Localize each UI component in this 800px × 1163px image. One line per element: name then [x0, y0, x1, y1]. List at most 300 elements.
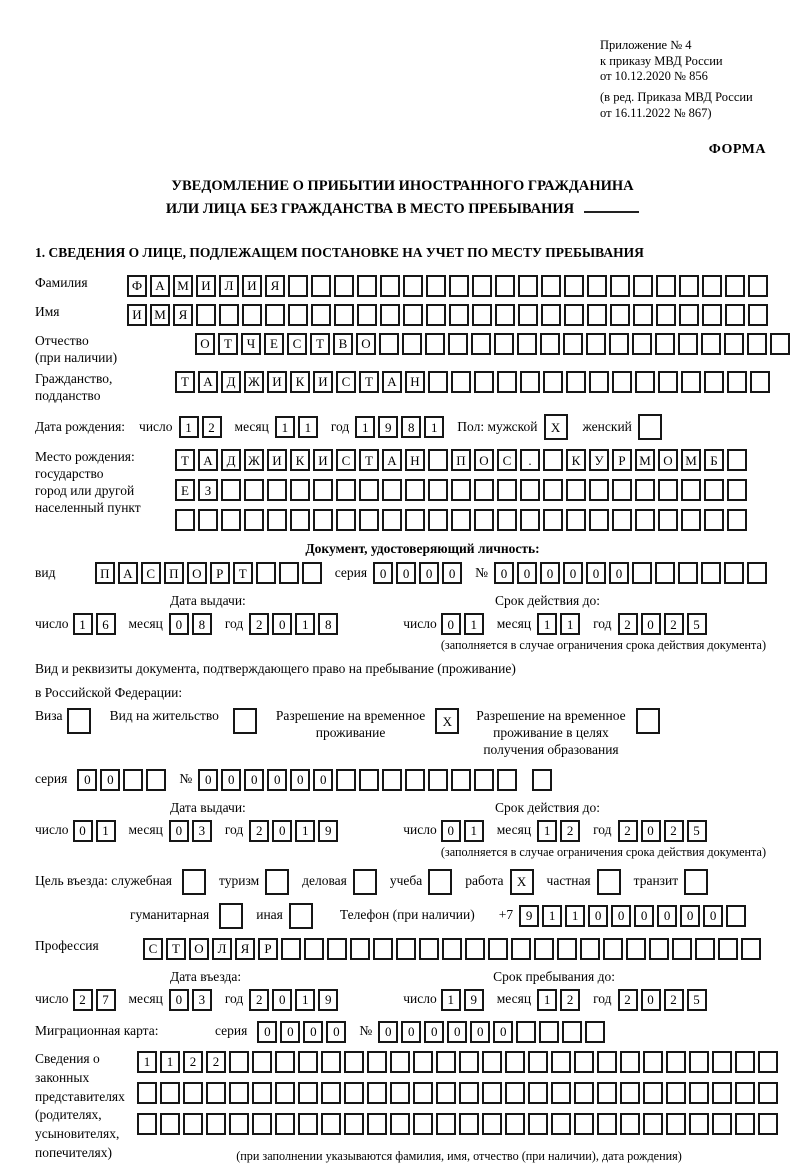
form-cell — [518, 275, 538, 297]
form-cell — [747, 562, 767, 584]
purpose-study-checkbox — [428, 869, 455, 895]
form-cell — [304, 938, 324, 960]
form-cell: 0 — [244, 769, 264, 791]
form-cell — [681, 509, 701, 531]
form-cell: 0 — [73, 820, 93, 842]
form-cell — [612, 371, 632, 393]
form-cell — [275, 1113, 295, 1135]
form-cell: 2 — [249, 989, 269, 1011]
issue-year-cells — [249, 613, 341, 635]
res-issue-month-cells — [169, 820, 215, 842]
form-cell — [597, 1113, 617, 1135]
month-label: месяц — [496, 822, 532, 838]
birthplace-row3-cells — [175, 509, 750, 531]
form-cell — [505, 1051, 525, 1073]
appendix-line: Приложение № 4 — [600, 38, 692, 52]
form-cell: Р — [258, 938, 278, 960]
form-cell — [585, 1021, 605, 1043]
form-cell: 0 — [401, 1021, 421, 1043]
form-cell: Т — [218, 333, 238, 355]
form-cell: 2 — [202, 416, 222, 438]
form-cell — [563, 333, 583, 355]
form-cell — [367, 1082, 387, 1104]
residence-seriya-cells — [77, 769, 169, 791]
form-cell: 2 — [206, 1051, 226, 1073]
form-cell: Ж — [244, 449, 264, 471]
form-cell: А — [118, 562, 138, 584]
title-blank-underline — [584, 211, 639, 213]
year-label: год — [224, 991, 244, 1007]
residence-doc-options — [35, 708, 770, 759]
form-cell: 1 — [542, 905, 562, 927]
form-cell — [334, 275, 354, 297]
form-cell: 9 — [378, 416, 398, 438]
purpose-work-checkbox — [510, 869, 537, 895]
form-cell — [541, 304, 561, 326]
form-cell — [373, 938, 393, 960]
form-cell — [311, 304, 331, 326]
form-cell: 0 — [272, 820, 292, 842]
form-cell: 0 — [100, 769, 120, 791]
form-cell — [451, 509, 471, 531]
form-cell — [750, 371, 770, 393]
form-cell: 0 — [588, 905, 608, 927]
form-cell — [494, 333, 514, 355]
form-cell: 2 — [183, 1051, 203, 1073]
form-cell — [701, 562, 721, 584]
form-cell — [580, 938, 600, 960]
form-cell — [597, 1082, 617, 1104]
form-cell — [520, 371, 540, 393]
form-cell: М — [150, 304, 170, 326]
form-cell: 1 — [441, 989, 461, 1011]
form-cell: И — [127, 304, 147, 326]
form-cell — [350, 938, 370, 960]
form-cell — [520, 509, 540, 531]
form-cell — [727, 509, 747, 531]
num-label: № — [475, 564, 488, 580]
form-cell — [390, 1051, 410, 1073]
form-cell: 2 — [249, 613, 269, 635]
form-cell: 1 — [96, 820, 116, 842]
form-cell: Ф — [127, 275, 147, 297]
form-cell — [635, 371, 655, 393]
form-cell — [449, 304, 469, 326]
form-cell: 0 — [609, 562, 629, 584]
form-cell — [206, 1113, 226, 1135]
form-cell — [702, 275, 722, 297]
form-cell — [620, 1113, 640, 1135]
form-cell: 5 — [687, 820, 707, 842]
gender-female-label: женский — [582, 418, 632, 434]
form-cell — [497, 769, 517, 791]
form-cell — [474, 479, 494, 501]
purpose-transit-label: транзит — [633, 873, 679, 889]
form-cell — [428, 869, 452, 895]
form-cell: Я — [235, 938, 255, 960]
form-cell — [551, 1082, 571, 1104]
form-cell — [474, 371, 494, 393]
form-cell — [612, 479, 632, 501]
form-cell — [748, 275, 768, 297]
form-cell — [428, 509, 448, 531]
form-cell — [403, 275, 423, 297]
givenname-cells — [127, 304, 771, 326]
phone-label: Телефон (при наличии) — [339, 907, 475, 923]
form-cell — [626, 938, 646, 960]
year-label: год — [224, 822, 244, 838]
form-cell — [474, 509, 494, 531]
form-cell — [620, 1051, 640, 1073]
form-cell: Н — [405, 371, 425, 393]
purpose-official-checkbox — [182, 869, 209, 895]
form-cell — [666, 1051, 686, 1073]
issue-month-cells — [169, 613, 215, 635]
form-cell — [632, 333, 652, 355]
form-cell: О — [187, 562, 207, 584]
form-cell: . — [520, 449, 540, 471]
citizenship-cells — [175, 371, 773, 393]
form-cell — [482, 1113, 502, 1135]
form-cell: 2 — [560, 820, 580, 842]
form-cell — [137, 1082, 157, 1104]
form-cell — [298, 1051, 318, 1073]
form-cell: О — [474, 449, 494, 471]
seriya-label: серия — [334, 564, 368, 580]
form-cell: 0 — [77, 769, 97, 791]
form-cell: 1 — [537, 820, 557, 842]
form-cell: 0 — [378, 1021, 398, 1043]
form-cell — [635, 509, 655, 531]
form-cell — [609, 333, 629, 355]
purpose-study-label: учеба — [389, 873, 423, 889]
form-cell: 2 — [664, 820, 684, 842]
form-cell — [633, 304, 653, 326]
form-cell — [497, 479, 517, 501]
purpose-other-label: иная — [256, 907, 283, 923]
valid-until-label: Срок действия до: — [495, 593, 600, 609]
form-cell — [679, 304, 699, 326]
form-cell — [712, 1051, 732, 1073]
form-cell — [574, 1113, 594, 1135]
form-cell — [689, 1113, 709, 1135]
form-cell — [681, 371, 701, 393]
form-cell: С — [141, 562, 161, 584]
form-cell: О — [195, 333, 215, 355]
visa-option: Виза — [35, 708, 94, 734]
form-cell — [574, 1082, 594, 1104]
form-cell: 0 — [563, 562, 583, 584]
identity-doc-heading: Документ, удостоверяющий личность: — [305, 541, 540, 557]
form-cell — [689, 1051, 709, 1073]
form-cell — [321, 1113, 341, 1135]
form-cell — [655, 333, 675, 355]
stay-until-label: Срок пребывания до: — [493, 968, 615, 984]
form-cell — [288, 304, 308, 326]
form-cell: И — [242, 275, 262, 297]
form-cell — [702, 304, 722, 326]
day-label: число — [35, 991, 69, 1007]
form-cell — [589, 509, 609, 531]
purpose-humanitarian-label: гуманитарная — [130, 907, 210, 923]
res-valid-day-cells — [441, 820, 487, 842]
valid-until-label: Срок действия до: — [495, 799, 600, 815]
form-cell: 0 — [290, 769, 310, 791]
form-cell: 1 — [73, 613, 93, 635]
residence-doc-intro1: Вид и реквизиты документа, подтверждающего право на пребывание (проживание) — [35, 661, 516, 677]
form-cell — [275, 1051, 295, 1073]
form-cell — [643, 1051, 663, 1073]
form-cell: Е — [264, 333, 284, 355]
form-cell — [636, 708, 660, 734]
form-cell: Р — [210, 562, 230, 584]
form-cell: 0 — [326, 1021, 346, 1043]
day-label: число — [35, 615, 69, 631]
form-cell — [497, 371, 517, 393]
form-cell: Т — [175, 371, 195, 393]
form-cell: 3 — [192, 820, 212, 842]
form-cell — [747, 333, 767, 355]
res-valid-year-cells — [618, 820, 710, 842]
entry-date-label: Дата въезда: — [170, 968, 242, 984]
form-cell: Н — [405, 449, 425, 471]
form-cell — [442, 938, 462, 960]
form-cell: 1 — [464, 613, 484, 635]
form-cell — [632, 562, 652, 584]
year-label: год — [593, 615, 612, 631]
form-cell — [327, 938, 347, 960]
form-cell: 0 — [424, 1021, 444, 1043]
form-cell: Т — [233, 562, 253, 584]
form-cell: 0 — [373, 562, 393, 584]
form-cell — [689, 1082, 709, 1104]
year-label: год — [593, 991, 612, 1007]
form-cell: 0 — [419, 562, 439, 584]
form-cell: 2 — [618, 989, 638, 1011]
purpose-work-label: работа — [465, 873, 504, 889]
form-cell — [380, 304, 400, 326]
form-cell — [649, 938, 669, 960]
form-cell — [459, 1051, 479, 1073]
form-cell: И — [267, 449, 287, 471]
form-cell: X — [435, 708, 459, 734]
form-cell: А — [382, 449, 402, 471]
form-cell — [656, 304, 676, 326]
form-cell: Д — [221, 449, 241, 471]
issue-day-cells — [73, 613, 119, 635]
birthdate-row — [35, 414, 770, 440]
form-cell — [436, 1051, 456, 1073]
form-cell: 1 — [560, 613, 580, 635]
form-cell — [566, 371, 586, 393]
form-cell: 1 — [464, 820, 484, 842]
form-cell — [311, 275, 331, 297]
form-cell: 0 — [641, 820, 661, 842]
form-cell — [528, 1051, 548, 1073]
form-cell — [495, 304, 515, 326]
birth-day-cells — [179, 416, 225, 438]
form-cell — [344, 1113, 364, 1135]
form-cell: 0 — [257, 1021, 277, 1043]
citizenship-label: Гражданство, подданство — [35, 370, 113, 403]
form-cell: С — [336, 449, 356, 471]
form-cell: М — [635, 449, 655, 471]
migration-card-label: Миграционная карта: — [35, 1023, 159, 1039]
form-cell — [229, 1051, 249, 1073]
validity-note: (заполняется в случае ограничения срока действия документа) — [440, 844, 766, 859]
form-cell — [359, 509, 379, 531]
form-cell — [288, 275, 308, 297]
doc-number-cells — [494, 562, 770, 584]
form-cell — [748, 304, 768, 326]
form-cell: М — [681, 449, 701, 471]
form-cell: 1 — [160, 1051, 180, 1073]
birth-year-cells — [355, 416, 447, 438]
form-cell — [403, 304, 423, 326]
form-cell — [336, 479, 356, 501]
stay-day-cells — [441, 989, 487, 1011]
form-cell — [428, 449, 448, 471]
form-cell: У — [589, 449, 609, 471]
form-cell: 0 — [313, 769, 333, 791]
form-title-line1: УВЕДОМЛЕНИЕ О ПРИБЫТИИ ИНОСТРАННОГО ГРАЖДАНИНА — [171, 177, 634, 194]
entry-purpose-row2 — [35, 903, 770, 929]
form-cell — [758, 1082, 778, 1104]
form-cell: А — [382, 371, 402, 393]
form-cell — [574, 1051, 594, 1073]
form-cell — [543, 479, 563, 501]
form-cell: 0 — [396, 562, 416, 584]
form-cell: С — [143, 938, 163, 960]
form-cell: 1 — [295, 613, 315, 635]
form-cell — [638, 414, 662, 440]
form-cell — [472, 275, 492, 297]
form-cell — [265, 304, 285, 326]
form-cell — [419, 938, 439, 960]
form-cell: Т — [359, 371, 379, 393]
form-cell — [428, 371, 448, 393]
form-cell — [562, 1021, 582, 1043]
form-cell — [482, 1082, 502, 1104]
gender-male-label: Пол: мужской — [457, 418, 538, 434]
form-cell: X — [544, 414, 568, 440]
form-cell: 0 — [470, 1021, 490, 1043]
form-cell — [380, 275, 400, 297]
form-cell — [666, 1113, 686, 1135]
form-cell: Т — [310, 333, 330, 355]
birthplace-rows — [175, 449, 750, 531]
form-cell: 0 — [169, 613, 189, 635]
day-label: число — [35, 822, 69, 838]
appendix-line: от 10.12.2020 № 856 — [600, 69, 708, 84]
form-cell: 0 — [441, 613, 461, 635]
form-cell — [436, 1082, 456, 1104]
form-cell: 1 — [298, 416, 318, 438]
form-cell: 8 — [318, 613, 338, 635]
form-cell — [146, 769, 166, 791]
form-cell — [290, 509, 310, 531]
entry-purpose-row — [35, 869, 770, 895]
gender-female-checkbox — [638, 414, 665, 440]
temp-residence-option: Разрешение на временное проживание X — [276, 708, 462, 742]
entry-purpose-label: Цель въезда: служебная — [35, 873, 172, 889]
form-cell: 0 — [611, 905, 631, 927]
form-cell: М — [173, 275, 193, 297]
month-label: месяц — [128, 991, 163, 1007]
form-cell — [357, 304, 377, 326]
form-cell — [229, 1113, 249, 1135]
form-cell — [643, 1113, 663, 1135]
form-cell: 0 — [641, 989, 661, 1011]
form-cell: 9 — [318, 989, 338, 1011]
form-cell — [357, 275, 377, 297]
form-cell — [612, 509, 632, 531]
form-cell — [679, 275, 699, 297]
form-cell: 0 — [221, 769, 241, 791]
form-cell — [539, 1021, 559, 1043]
form-cell — [620, 1082, 640, 1104]
form-cell — [505, 1113, 525, 1135]
form-cell — [289, 903, 313, 929]
form-cell — [449, 275, 469, 297]
form-cell — [344, 1082, 364, 1104]
form-cell: А — [150, 275, 170, 297]
form-cell: 0 — [680, 905, 700, 927]
form-cell: 1 — [137, 1051, 157, 1073]
form-cell: 1 — [295, 989, 315, 1011]
form-cell — [643, 1082, 663, 1104]
res-valid-month-cells — [537, 820, 583, 842]
birth-month-cells — [275, 416, 321, 438]
identity-doc-row — [35, 562, 770, 584]
temp-residence-edu-checkbox — [636, 708, 663, 734]
form-cell: 0 — [169, 820, 189, 842]
form-cell — [160, 1113, 180, 1135]
year-label: год — [593, 822, 612, 838]
month-label: месяц — [128, 822, 163, 838]
form-cell — [367, 1051, 387, 1073]
appendix-reference — [600, 38, 770, 121]
form-cell — [557, 938, 577, 960]
form-cell: 2 — [73, 989, 93, 1011]
form-cell — [252, 1051, 272, 1073]
form-cell: 0 — [641, 613, 661, 635]
form-cell — [727, 449, 747, 471]
form-cell — [183, 1082, 203, 1104]
form-cell — [727, 371, 747, 393]
form-cell — [448, 333, 468, 355]
form-cell — [265, 869, 289, 895]
forma-label: ФОРМА — [708, 142, 766, 158]
form-cell — [534, 938, 554, 960]
form-cell: П — [451, 449, 471, 471]
form-title-line2: ИЛИ ЛИЦА БЕЗ ГРАЖДАНСТВА В МЕСТО ПРЕБЫВАНИЯ — [35, 198, 770, 221]
form-cell — [517, 333, 537, 355]
form-cell — [175, 509, 195, 531]
form-cell — [279, 562, 299, 584]
form-cell: 1 — [295, 820, 315, 842]
form-cell — [726, 905, 746, 927]
profession-label: Профессия — [35, 937, 99, 953]
legal-reps-rows — [137, 1051, 781, 1163]
form-cell: Р — [612, 449, 632, 471]
form-cell — [543, 449, 563, 471]
form-cell — [405, 769, 425, 791]
form-cell — [206, 1082, 226, 1104]
profession-row — [35, 938, 770, 960]
givenname-label: Имя — [35, 303, 60, 319]
temp-residence-edu-option: Разрешение на временное проживание в целях получения образования — [476, 708, 662, 759]
